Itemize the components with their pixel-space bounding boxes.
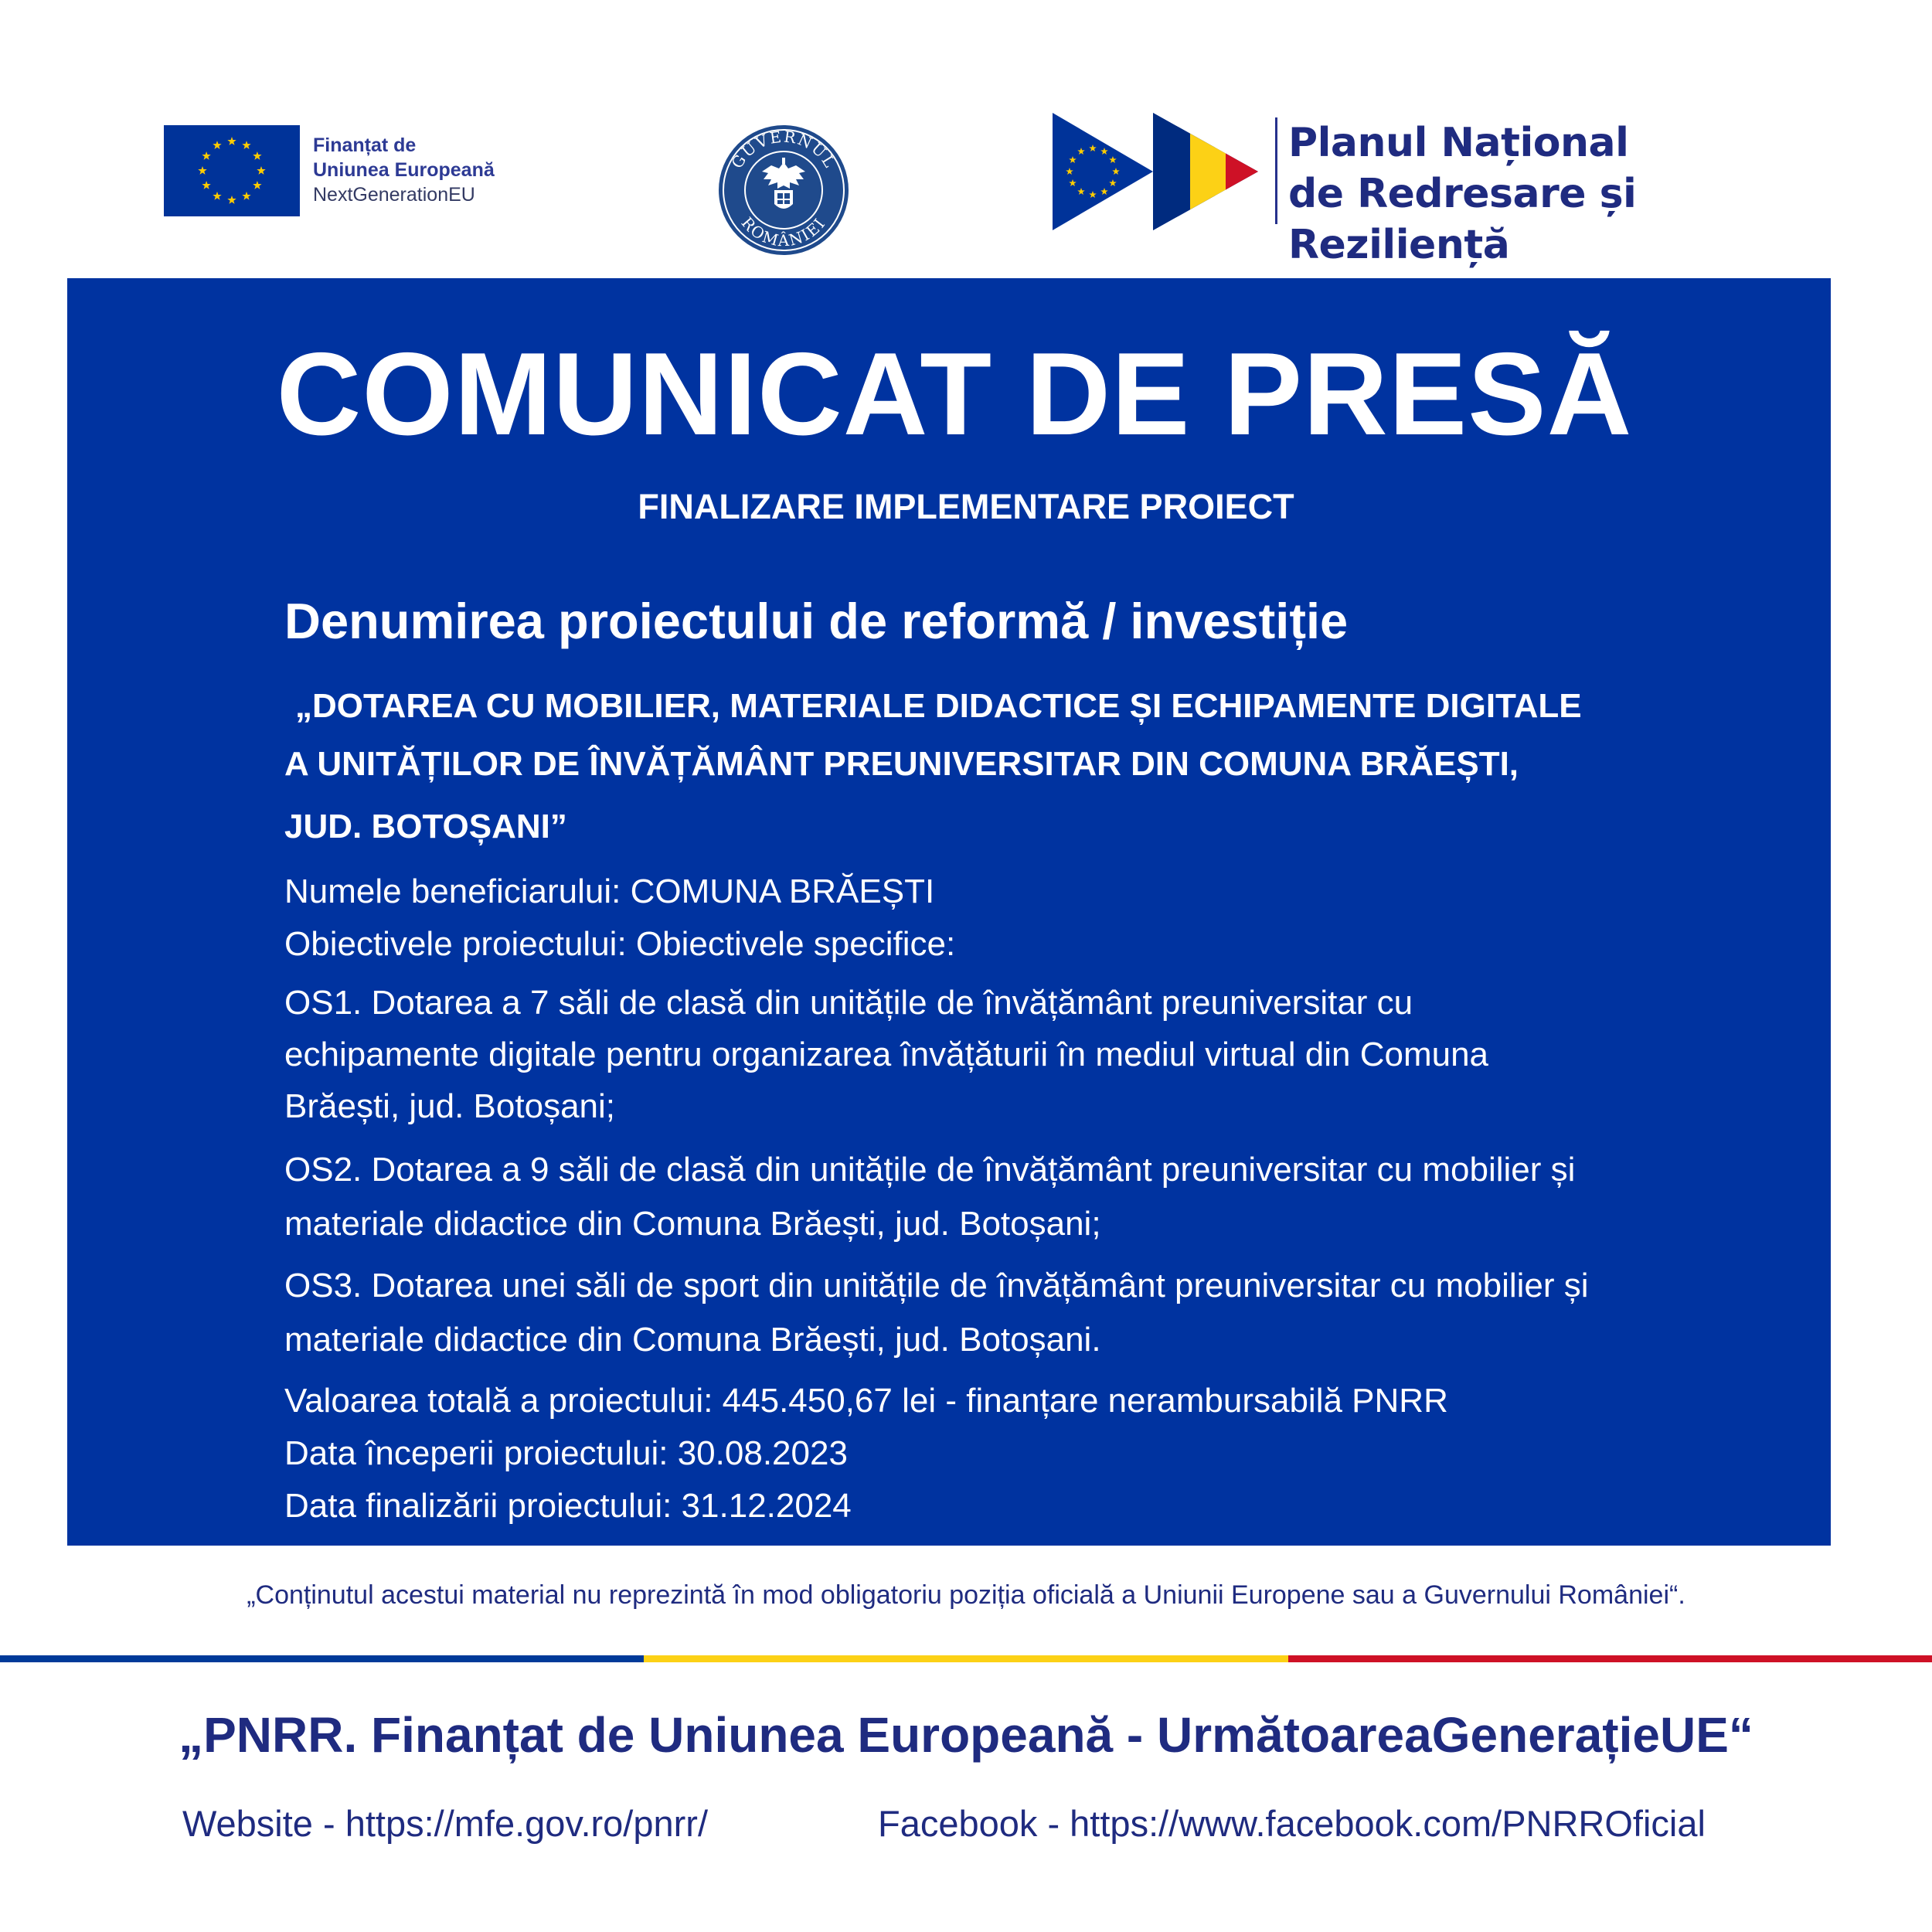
- eu-logo-line1: Finanțat de: [313, 134, 417, 156]
- objective-line: Brăești, jud. Botoșani;: [284, 1087, 616, 1125]
- pnrr-divider: [1275, 117, 1277, 224]
- tricolor-divider: [0, 1655, 1932, 1662]
- facebook-link[interactable]: Facebook - https://www.facebook.com/PNRROficial: [878, 1803, 1706, 1844]
- pnrr-arrow-flag-icon: [1053, 113, 1269, 234]
- stripe-red: [1288, 1655, 1932, 1662]
- objective-os2: [284, 1143, 1815, 1251]
- government-seal-icon: [717, 124, 850, 257]
- pnrr-logo-text: [1288, 117, 1794, 270]
- pnrr-logo-line2: de Redresare și Reziliență: [1288, 171, 1637, 268]
- project-name: [284, 677, 1799, 855]
- objective-line: OS1. Dotarea a 7 săli de clasă din unitățile de învățământ preuniversitar cu: [284, 984, 1413, 1022]
- total-value: Valoarea totală a proiectului: 445.450,67 lei - finanțare nerambursabilă PNRR: [284, 1382, 1448, 1420]
- pnrr-logo: [1053, 113, 1794, 268]
- objective-line: OS3. Dotarea unei săli de sport din unitățile de învățământ preuniversitar cu mobilier și: [284, 1267, 1589, 1304]
- eu-logo-text: [313, 133, 529, 207]
- start-date: Data începerii proiectului: 30.08.2023: [284, 1434, 848, 1472]
- footer-slogan: „PNRR. Finanțat de Uniunea Europeană - UrmătoareaGenerațieUE“: [179, 1707, 1753, 1763]
- project-heading: Denumirea proiectului de reformă / investiție: [284, 593, 1349, 649]
- seal-top-text: GUVERNUL: [727, 127, 840, 172]
- page-title: COMUNICAT DE PRESĂ: [276, 328, 1633, 460]
- project-name-line3: JUD. BOTOȘANI”: [284, 808, 567, 845]
- objective-line: OS2. Dotarea a 9 săli de clasă din unitățile de învățământ preuniversitar cu mobilier și: [284, 1151, 1576, 1189]
- disclaimer: „Conținutul acestui material nu reprezintă în mod obligatoriu poziția oficială a Uniunii Europene sau a Guvernului României“.: [247, 1580, 1685, 1610]
- page-subtitle: FINALIZARE IMPLEMENTARE PROIECT: [638, 487, 1294, 526]
- website-link[interactable]: Website - https://mfe.gov.ro/pnrr/: [182, 1803, 709, 1844]
- seal-bottom-text: ROMÂNIEI: [737, 213, 830, 250]
- project-name-line1: „DOTAREA CU MOBILIER, MATERIALE DIDACTICE ȘI ECHIPAMENTE DIGITALE: [295, 687, 1582, 725]
- eu-funding-logo: [164, 125, 527, 218]
- objective-line: materiale didactice din Comuna Brăești, jud. Botoșani.: [284, 1321, 1101, 1359]
- stripe-blue: [0, 1655, 644, 1662]
- end-date: Data finalizării proiectului: 31.12.2024: [284, 1487, 852, 1525]
- objective-os1: [284, 977, 1815, 1132]
- project-name-line2: A UNITĂȚILOR DE ÎNVĂȚĂMÂNT PREUNIVERSITAR DIN COMUNA BRĂEȘTI,: [284, 745, 1519, 783]
- eu-flag-icon: [164, 125, 300, 216]
- stripe-yellow: [644, 1655, 1288, 1662]
- pnrr-logo-line1: Planul Național: [1288, 120, 1629, 166]
- objectives-intro: Obiectivele proiectului: Obiectivele specifice:: [284, 925, 956, 963]
- objective-line: echipamente digitale pentru organizarea învățăturii în mediul virtual din Comuna: [284, 1036, 1489, 1073]
- project-details: [284, 866, 1815, 1532]
- objective-os3: [284, 1259, 1815, 1367]
- eu-logo-line2: Uniunea Europeană: [313, 159, 495, 181]
- objective-line: materiale didactice din Comuna Brăești, jud. Botoșani;: [284, 1205, 1101, 1243]
- beneficiary: Numele beneficiarului: COMUNA BRĂEȘTI: [284, 872, 935, 910]
- eu-logo-line3: NextGenerationEU: [313, 184, 475, 206]
